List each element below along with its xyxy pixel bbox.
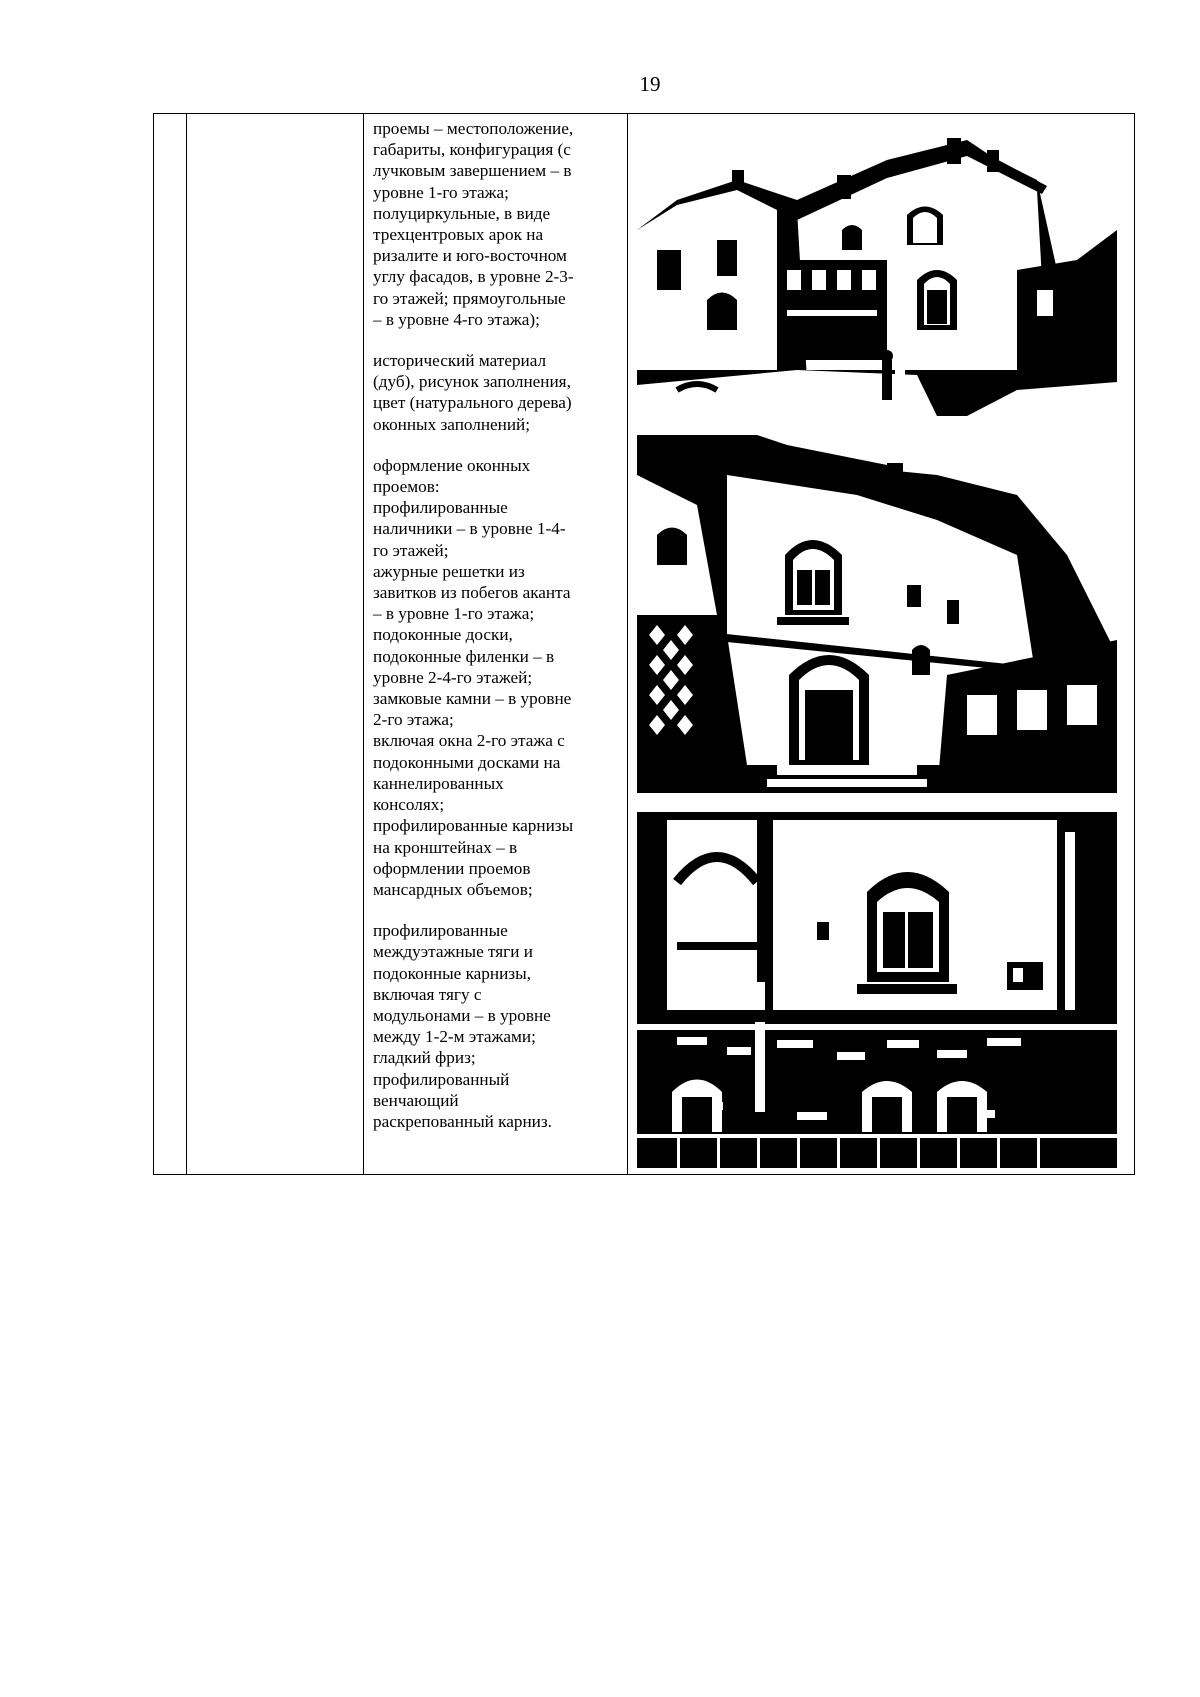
text-line: уровне 1-го этажа; [373,182,509,202]
text-line: полуциркульные, в виде [373,203,551,223]
text-line: трехцентровых арок на [373,225,544,245]
text-line: наличники – в уровне 1-4- [373,519,566,539]
paragraph-window-decoration [373,455,618,900]
text-line: между 1-2-м этажами; [373,1027,536,1047]
element-name-cell [187,114,364,1175]
description-cell [364,114,628,1175]
text-line: профилированные [373,921,508,941]
building-facade-photo-icon [637,435,1117,793]
text-line: включая окна 2-го этажа с [373,731,565,751]
number-cell [154,114,187,1175]
heritage-table [153,113,1135,1175]
text-line: – в уровне 4-го этажа); [373,309,540,329]
text-line: оформление оконных [373,455,531,475]
paragraph-cornices [373,920,618,1132]
text-line: подоконными досками на [373,752,561,772]
text-line: оформлении проемов [373,858,531,878]
text-line: подоконные карнизы, [373,963,531,983]
text-line: раскрепованный карниз. [373,1111,552,1131]
text-line: ажурные решетки из [373,561,525,581]
text-line: завитков из побегов аканта [373,583,571,603]
text-line: го этажей; прямоугольные [373,288,566,308]
paragraph-window-fillings [373,350,618,435]
text-line: замковые камни – в уровне [373,689,572,709]
text-line: подоконные доски, [373,625,513,645]
text-line: цвет (натурального дерева) [373,393,572,413]
text-line: профилированные [373,498,508,518]
text-line: междуэтажные тяги и [373,942,533,962]
photo-cell [628,114,1135,1175]
table-row [154,114,1135,1175]
building-windows-photo-icon [637,812,1117,1168]
text-line: – в уровне 1-го этажа; [373,604,535,624]
text-line: ризалите и юго-восточном [373,246,567,266]
text-line: оконных заполнений; [373,414,531,434]
text-line: углу фасадов, в уровне 2-3- [373,267,574,287]
text-line: профилированные карнизы [373,816,574,836]
text-line: гладкий фриз; [373,1048,476,1068]
text-line: мансардных объемов; [373,879,533,899]
paragraph-openings [373,118,618,330]
text-line: го этажей; [373,540,449,560]
text-line: проемы – местоположение, [373,119,574,138]
text-line: уровне 2-4-го этажей; [373,667,533,687]
text-line: включая тягу с [373,984,482,1004]
text-line: габариты, конфигурация (с [373,140,571,160]
text-line: на кронштейнах – в [373,837,518,857]
text-line: профилированный [373,1069,510,1089]
text-line: каннелированных [373,773,504,793]
text-line: исторический материал [373,351,547,371]
building-photo-icon [637,120,1117,416]
page-number: 19 [639,72,661,96]
text-line: (дуб), рисунок заполнения, [373,372,571,392]
text-line: лучковым завершением – в [373,161,572,181]
text-line: 2-го этажа; [373,710,454,730]
text-line: подоконные филенки – в [373,646,555,666]
text-line: проемов: [373,477,440,497]
text-line: венчающий [373,1090,459,1110]
text-line: модульонами – в уровне [373,1005,551,1025]
text-line: консолях; [373,795,445,815]
